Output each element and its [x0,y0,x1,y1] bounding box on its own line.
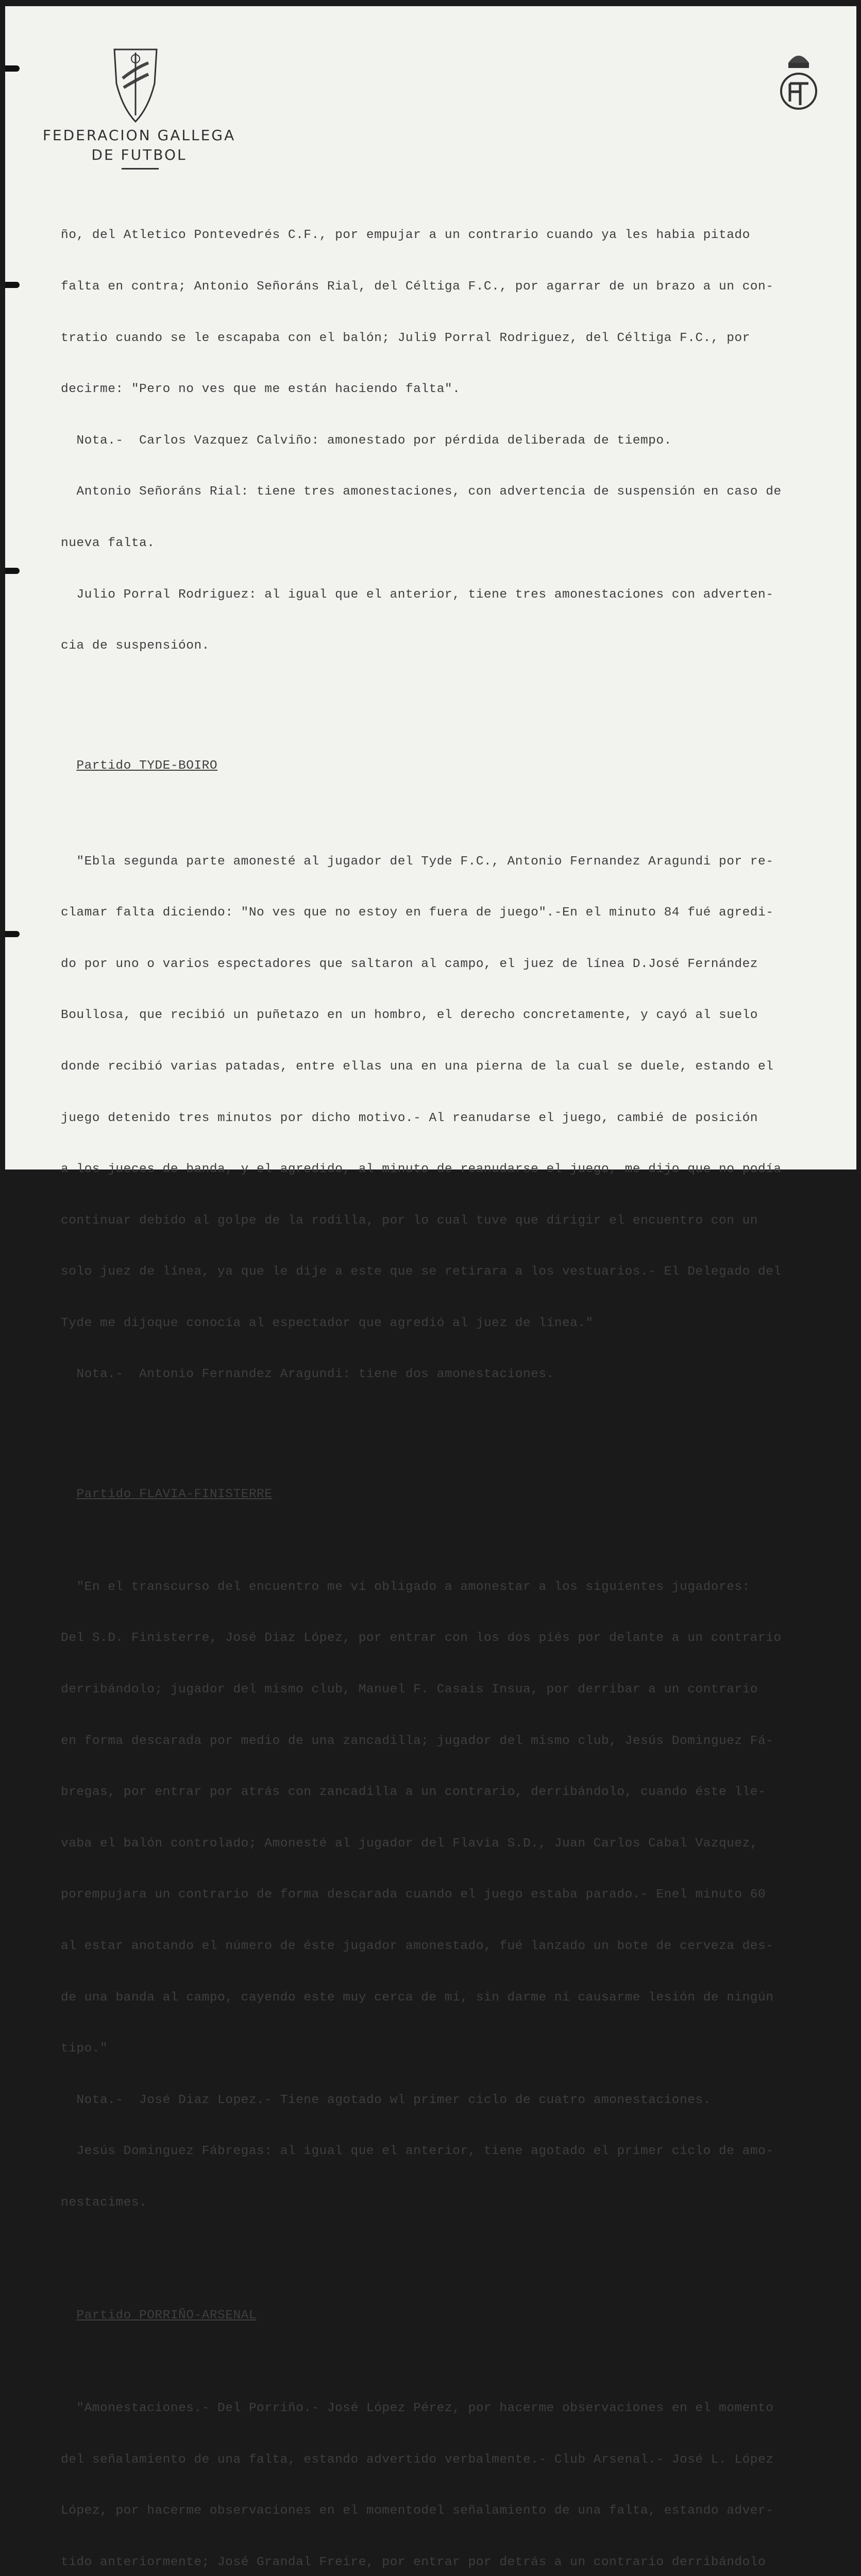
federation-name-line2: DE FUTBOL [91,146,187,163]
text-line [61,853,859,870]
text-line: continuar debido al golpe de la rodilla, por lo cual tuve que dirigir el encuentro con un [61,1213,758,1228]
text-line: del señalamiento de una falta, estando advertido verbalmente.- Club Arsenal.- José L. López [61,2452,774,2467]
text-line: donde recibió varias patadas, entre ellas una en una pierna de la cual se duele, estando el [61,1059,774,1074]
text-line [61,2092,859,2109]
text-line: vaba el balón controlado; Amonesté al jugador del Flavia S.D., Juan Carlos Cabal Vazquez, [61,1836,758,1851]
line-text: "En el transcurso del encuentro me ví obligado a amonestar a los siguientes jugadores: [76,1580,750,1594]
punch-hole [5,568,20,574]
text-line: nueva falta. [61,536,155,550]
text-line: decirme: "Pero no ves que me están haciendo falta". [61,382,461,397]
text-line: Del S.D. Finisterre, José Diaz López, por entrar con los dos piés por delante a un contrario [61,1631,782,1646]
text-line: nestacimes. [61,2196,147,2210]
text-line: Boullosa, que recibió un puñetazo en un hombro, el derecho concretamente, y cayó al suelo [61,1008,758,1023]
section-heading [61,757,859,774]
text-line: derribándolo; jugador del mismo club, Manuel F. Casais Insua, por derribar a un contrario [61,1683,758,1697]
text-line [61,2143,859,2160]
text-line: tratio cuando se le escapaba con el balón; Juli9 Porral Rodriguez, del Céltiga F.C., por [61,331,750,345]
federation-name-line1: FEDERACION GALLEGA [42,127,236,144]
line-text: "Ebla segunda parte amonesté al jugador del Tyde F.C., Antonio Fernandez Aragundi por re- [76,854,774,869]
text-line: de una banda al campo, cayendo este muy cerca de mi, sin darme ni causarme lesión de ningún [61,1990,774,2005]
text-line: clamar falta diciendo: "No ves que no estoy en fuera de juego".-En el minuto 84 fué agredi- [61,906,774,920]
text-line: ño, del Atletico Pontevedrés C.F., por empujar a un contrario cuando ya les habia pitado [61,228,750,243]
text-line [61,1579,859,1596]
federation-shield-logo [112,47,159,124]
text-line: Nota.- Carlos Vazquez Calviño: amonestado por pérdida deliberada de tiempo. [61,433,672,448]
section-heading-text: Partido TYDE-BOIRO [76,758,218,773]
text-line [61,1366,859,1383]
punch-hole [5,65,20,72]
section-heading-text: Partido FLAVIA-FINISTERRE [76,1487,273,1501]
letterhead-rule [122,168,159,170]
royal-federation-crest [775,47,822,114]
text-line [61,2400,859,2417]
note-text: Nota.- José Diaz Lopez.- Tiene agotado wl primer ciclo de cuatro amonestaciones. [76,2093,711,2107]
document-page [5,6,856,2569]
text-line: Julio Porral Rodriguez: al igual que el anterior, tiene tres amonestaciones con adverten- [61,587,774,602]
punch-hole [5,282,20,288]
note-text: Jesús Dominguez Fábregas: al igual que el anterior, tiene agotado el primer ciclo de amo- [76,2144,774,2159]
text-line: solo juez de línea, ya que le dije a este que se retirara a los vestuarios.- El Delegado del [61,1265,782,1279]
report-body [61,193,859,2576]
text-line: Tyde me dijoque conocía al espectador que agredió al juez de línea." [61,1316,594,1330]
text-line: falta en contra; Antonio Señoráns Rial, del Céltiga F.C., por agarrar de un brazo a un con- [61,280,774,294]
federation-name [31,126,247,165]
text-line: tipo." [61,2042,108,2056]
section-heading [61,2307,859,2324]
text-line: juego detenido tres minutos por dicho motivo.- Al reanudarse el juego, cambié de posición [61,1111,758,1125]
text-line: bregas, por entrar por atrás con zancadilla a un contrario, derribándolo, cuando éste lle- [61,1785,766,1800]
text-line: a los jueces de banda, y el agredido, al minuto de reanudarse el juego, me dijo que no podía [61,1162,782,1177]
text-line: López, por hacerme observaciones en el momentodel señalamiento de una falta, estando adver- [61,2504,774,2518]
text-line: do por uno o varios espectadores que saltaron al campo, el juez de línea D.José Fernández [61,957,758,971]
punch-hole [5,931,20,937]
text-line: tido anteriormente; José Grandal Freire, por entrar por detrás a un contrario derribándolo [61,2555,766,2569]
line-text: "Amonestaciones.- Del Porriño.- José López Pérez, por hacerme observaciones en el momento [76,2401,774,2416]
note-text: Nota.- Antonio Fernandez Aragundi: tiene dos amonestaciones. [76,1367,554,1382]
section-heading [61,1486,859,1503]
text-line: en forma descarada por medio de una zancadilla; jugador del mismo club, Jesús Dominguez Fá- [61,1734,774,1748]
text-line: Antonio Señoráns Rial: tiene tres amonestaciones, con advertencia de suspensión en caso de [61,485,782,499]
text-line: porempujara un contrario de forma descarada cuando el juego estaba parado.- Enel minuto 60 [61,1888,766,1902]
text-line: al estar anotando el número de éste jugador amonestado, fué lanzado un bote de cerveza des- [61,1939,774,1954]
text-line: cia de suspensióon. [61,639,210,653]
section-heading-text: Partido PORRIÑO-ARSENAL [76,2309,257,2323]
